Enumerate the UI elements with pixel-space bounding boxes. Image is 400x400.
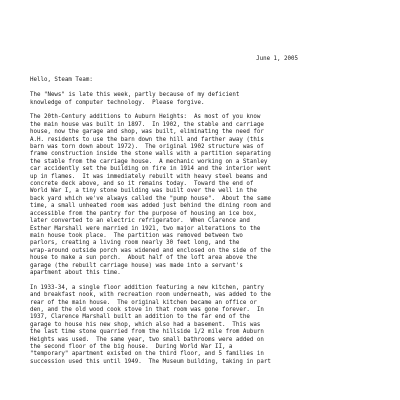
letter-line: apartment about this time. [30, 269, 121, 276]
letter-line: house to make a sun porch. About half of the loft area above the [30, 255, 257, 262]
letter-line: World War I, a tiny stone building was built over the well in the [30, 188, 257, 195]
letter-line: up in flames. It was immediately rebuilt with heavy steel beams and [30, 173, 268, 180]
letter-line: 1937, Clarence Marshall built an addition to the far end of the [30, 314, 250, 321]
letter-paragraph [30, 114, 370, 277]
letter-line: The 20th-Century additions to Auburn Heights: As most of you know [30, 114, 261, 121]
letter-line: garage to house his new shop, which also had a basement. This was [30, 321, 261, 328]
letter-line: house, now the garage and shop, was built, eliminating the need for [30, 129, 264, 136]
letter-paragraph [30, 92, 370, 107]
letter-line: In 1933-34, a single floor addition featuring a new kitchen, pantry [30, 284, 264, 291]
letter-line: Esther Marshall were married in 1921, two major alterations to the [30, 225, 261, 232]
letter-line: succession used this until 1949. The Museum building, taking in part [30, 358, 271, 365]
letter-line: accessible from the pantry for the purpose of housing an ice box, [30, 210, 257, 217]
letter-line: the stable from the carriage house. A mechanic working on a Stanley [30, 158, 268, 165]
letter-line: car accidently set the building on fire in 1914 and the interior went [30, 166, 271, 173]
letter-line: Heights was used. The same year, two small bathrooms were added on [30, 336, 264, 343]
letter-line: den, and the old wood cook stove in that room was gone forever. In [30, 306, 264, 313]
letter-line: the main house was built in 1897. In 1902, the stable and carriage [30, 121, 264, 128]
letter-line: rear of the main house. The original kitchen became an office or [30, 299, 257, 306]
letter-line: barn was torn down about 1972). The original 1902 structure was of [30, 144, 264, 151]
letter-line: main house took place. The partition was removed between two [30, 232, 243, 239]
letter-line: garage (the rebuilt carriage house) was made into a servant's [30, 262, 243, 269]
letter-body [30, 92, 370, 366]
letter-line: the last time stone quarried from the hillside 1/2 mile from Auburn [30, 329, 264, 336]
letter-line: later converted to an electric refrigerator. When Clarence and [30, 218, 250, 225]
letter-line: back yard which we've always called the "pump house". About the same [30, 195, 271, 202]
letter-date: June 1, 2005 [256, 56, 298, 62]
letter-line: knowledge of computer technology. Please forgive. [30, 99, 205, 106]
letter-line: concrete deck above, and so it remains today. Toward the end of [30, 181, 254, 188]
letter-line: "temporary" apartment existed on the third floor, and 5 families in [30, 351, 264, 358]
letter-line: frame construction inside the stone walls with a partition separating [30, 151, 271, 158]
letter-line: and breakfast nook, with recreation room underneath, was added to the [30, 292, 271, 299]
letter-line: parlors, creating a living room nearly 30 feet long, and the [30, 240, 240, 247]
letter-paragraph [30, 285, 370, 366]
letter-line: wrap-around outside porch was widened and enclosed on the side of the [30, 247, 271, 254]
letter-line: The "News" is late this week, partly because of my deficient [30, 92, 240, 99]
letter-line: A.H. residents to use the barn down the hill and farther away (this [30, 136, 264, 143]
letter-line: time, a small unheated room was added just behind the dining room and [30, 203, 271, 210]
letter-greeting: Hello, Steam Team: [30, 77, 93, 84]
letter-line: the second floor of the big house. During World War II, a [30, 343, 233, 350]
